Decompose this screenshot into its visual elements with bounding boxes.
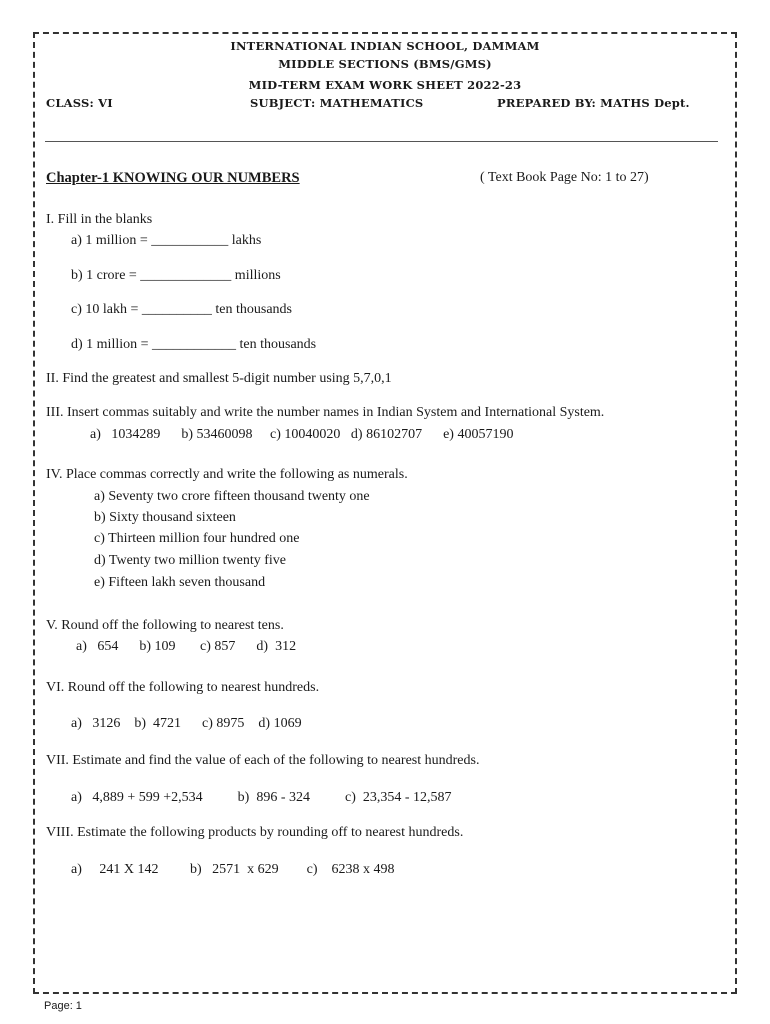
prepared-by-label: PREPARED BY: MATHS Dept. — [497, 96, 690, 110]
q8-title: VIII. Estimate the following products by rounding off to nearest hundreds. — [46, 825, 464, 840]
q5-items: a) 654 b) 109 c) 857 d) 312 — [76, 639, 297, 654]
subject-label: SUBJECT: MATHEMATICS — [250, 96, 424, 110]
q4-title: IV. Place commas correctly and write the following as numerals. — [46, 467, 408, 482]
q3-items: a) 1034289 b) 53460098 c) 10040020 d) 86102707 e) 40057190 — [90, 427, 514, 442]
class-label: CLASS: VI — [46, 96, 113, 110]
q4-item: e) Fifteen lakh seven thousand — [94, 575, 266, 590]
chapter-title: Chapter-1 KNOWING OUR NUMBERS — [46, 170, 300, 186]
sections-line: MIDDLE SECTIONS (BMS/GMS) — [278, 57, 492, 71]
q3-title: III. Insert commas suitably and write the number names in Indian System and International System. — [46, 405, 605, 420]
q1-item: d) 1 million = ____________ ten thousands — [71, 337, 317, 352]
q4-item: b) Sixty thousand sixteen — [94, 510, 236, 525]
q4-item: c) Thirteen million four hundred one — [94, 531, 300, 546]
q7-items: a) 4,889 + 599 +2,534 b) 896 - 324 c) 23,354 - 12,587 — [71, 790, 452, 805]
q1-title: I. Fill in the blanks — [46, 212, 153, 227]
q4-item: d) Twenty two million twenty five — [94, 553, 287, 568]
q8-items: a) 241 X 142 b) 2571 x 629 c) 6238 x 498 — [71, 862, 395, 877]
header-divider — [45, 141, 718, 142]
q7-title: VII. Estimate and find the value of each of the following to nearest hundreds. — [46, 753, 480, 768]
school-name: INTERNATIONAL INDIAN SCHOOL, DAMMAM — [230, 39, 540, 53]
q5-title: V. Round off the following to nearest tens. — [46, 618, 284, 633]
q1-item: c) 10 lakh = __________ ten thousands — [71, 302, 292, 317]
q1-item: a) 1 million = ___________ lakhs — [71, 233, 262, 248]
q2-title: II. Find the greatest and smallest 5-digit number using 5,7,0,1 — [46, 371, 392, 386]
page-number: Page: 1 — [44, 1000, 82, 1012]
q1-item: b) 1 crore = _____________ millions — [71, 268, 281, 283]
q6-title: VI. Round off the following to nearest hundreds. — [46, 680, 320, 695]
exam-title: MID-TERM EXAM WORK SHEET 2022-23 — [248, 78, 522, 92]
q6-items: a) 3126 b) 4721 c) 8975 d) 1069 — [71, 716, 302, 731]
q4-item: a) Seventy two crore fifteen thousand twenty one — [94, 489, 370, 504]
textbook-pages: ( Text Book Page No: 1 to 27) — [480, 170, 649, 185]
